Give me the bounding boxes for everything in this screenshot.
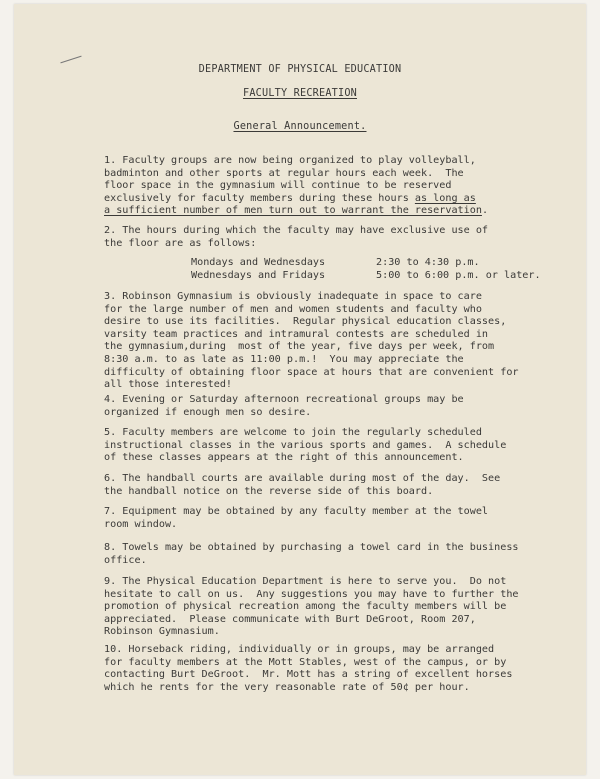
p9-line: hesitate to call on us. Any suggestions you may have to further the (104, 588, 519, 600)
paragraph-9 (104, 576, 574, 639)
p2-line: the floor are as follows: (104, 237, 257, 249)
p5-line: instructional classes in the various sports and games. A schedule (104, 439, 507, 451)
paragraph-5 (104, 427, 574, 465)
p7-line: 7. Equipment may be obtained by any faculty member at the towel (104, 506, 489, 517)
p9-line: appreciated. Please communicate with Burt DeGroot, Room 207, (104, 613, 476, 625)
p6-line: 6. The handball courts are available during most of the day. See (104, 473, 501, 484)
p1-line: badminton and other sports at regular hours each week. The (104, 167, 464, 179)
schedule-days: Mondays and Wednesdays (191, 257, 326, 268)
paragraph-4 (104, 394, 574, 419)
p8-line: office. (104, 554, 147, 566)
paragraph-1 (104, 155, 574, 218)
p4-line: organized if enough men so desire. (104, 406, 312, 418)
p1-line: . (481, 205, 489, 217)
p9-line: 9. The Physical Education Department is here to serve you. Do not (104, 576, 507, 587)
p4-line: 4. Evening or Saturday afternoon recreational groups may be (104, 394, 464, 405)
schedule-days: Wednesdays and Fridays (191, 269, 326, 281)
p10-line: 10. Horseback riding, individually or in groups, may be arranged (104, 644, 495, 655)
p3-line: for the large number of men and women students and faculty who (104, 303, 482, 315)
p3-line: the gymnasium,during most of the year, five days per week, from (104, 341, 495, 353)
p2-line: 2. The hours during which the faculty may have exclusive use of (104, 225, 489, 236)
p1-line: exclusively for faculty members during these hours (104, 192, 415, 204)
p7-line: room window. (104, 518, 178, 530)
schedule-row (191, 257, 541, 270)
p1-line: floor space in the gymnasium will continue to be reserved (104, 180, 452, 192)
schedule-time: 5:00 to 6:00 p.m. or later. (376, 269, 541, 281)
announcement-heading: General Announcement. (233, 121, 367, 132)
subtitle-heading: FACULTY RECREATION (242, 88, 357, 99)
schedule-row (191, 270, 541, 283)
paragraph-2 (104, 225, 574, 250)
p8-line: 8. Towels may be obtained by purchasing a towel card in the business (104, 542, 519, 553)
schedule-time: 2:30 to 4:30 p.m. (376, 257, 480, 268)
paragraph-6 (104, 473, 574, 498)
p3-line: all those interested! (104, 379, 233, 391)
p10-line: which he rents for the very reasonable rate of 50¢ per hour. (104, 681, 470, 693)
p5-line: 5. Faculty members are welcome to join the regularly scheduled (104, 427, 482, 438)
p3-line: 8:30 a.m. to as late as 11:00 p.m.! You may appreciate the (104, 353, 464, 365)
paragraph-3 (104, 291, 574, 392)
p3-line: 3. Robinson Gymnasium is obviously inadequate in space to care (104, 291, 482, 302)
department-heading: DEPARTMENT OF PHYSICAL EDUCATION (198, 64, 402, 75)
p9-line: Robinson Gymnasium. (104, 626, 220, 638)
p1-underlined-text: a sufficient number of men turn out to warrant the reservation (104, 205, 482, 217)
p5-line: of these classes appears at the right of this announcement. (104, 452, 464, 464)
paragraph-10 (104, 644, 574, 694)
paragraph-7 (104, 506, 574, 531)
p1-underlined-text: as long as (414, 192, 476, 204)
p10-line: for faculty members at the Mott Stables, west of the campus, or by (104, 656, 507, 668)
hours-schedule (191, 257, 541, 282)
pencil-mark (60, 56, 81, 64)
p6-line: the handball notice on the reverse side of this board. (104, 485, 434, 497)
p1-line: 1. Faculty groups are now being organized to play volleyball, (104, 155, 476, 166)
p3-line: varsity team practices and intramural contests are scheduled in (104, 328, 489, 340)
p10-line: contacting Burt DeGroot. Mr. Mott has a string of excellent horses (104, 669, 513, 681)
announcement-page (14, 4, 586, 775)
p9-line: promotion of physical recreation among the faculty members will be (104, 601, 507, 613)
p3-line: difficulty of obtaining floor space at hours that are convenient for (104, 366, 519, 378)
p3-line: desire to use its facilities. Regular physical education classes, (104, 316, 507, 328)
paragraph-8 (104, 542, 574, 567)
